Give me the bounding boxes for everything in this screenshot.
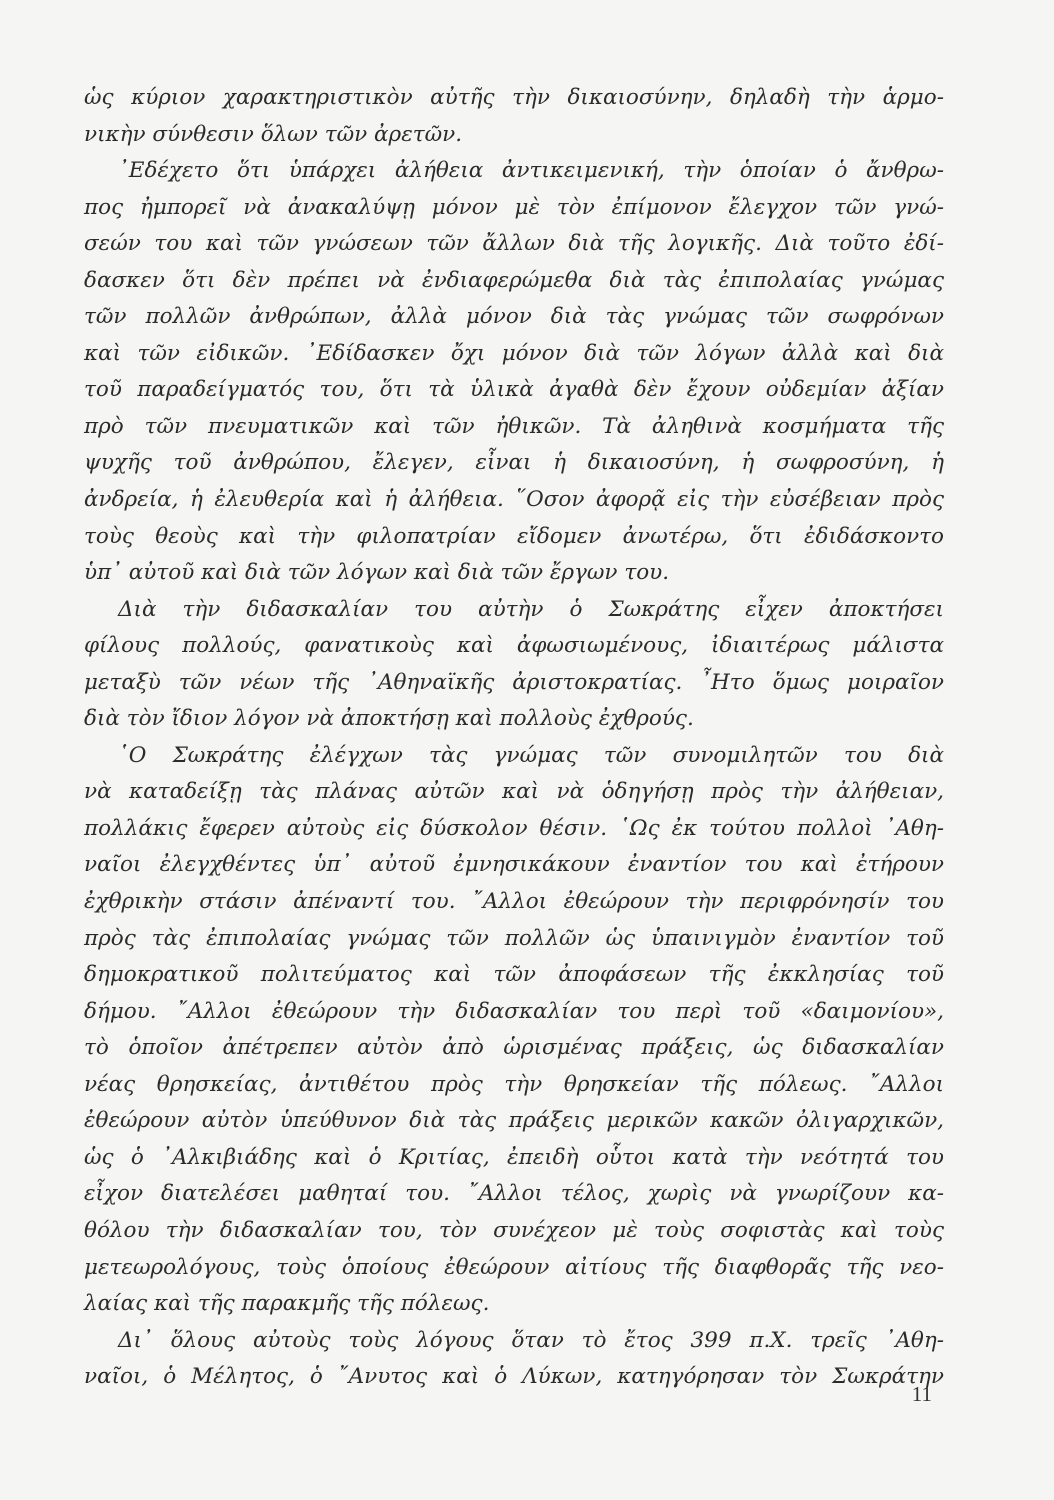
text-line: ναῖοι ἐλεγχθέντες ὑπ᾿ αὐτοῦ ἐμνησικάκουν ἐναντίον του καὶ ἐτήρουν	[84, 852, 944, 878]
text-line: Διὰ τὴν διδασκαλίαν του αὐτὴν ὁ Σωκράτης εἶχεν ἀποκτήσει	[118, 596, 944, 622]
text-line: πρὸς τὰς ἐπιπολαίας γνώμας τῶν πολλῶν ὡς ὑπαινιγμὸν ἐναντίον τοῦ	[84, 925, 944, 951]
text-line: μεταξὺ τῶν νέων τῆς ᾿Αθηναϊκῆς ἀριστοκρατίας. ῏Ητο ὅμως μοιραῖον	[84, 669, 944, 695]
text-line: ἀνδρεία, ἡ ἐλευθερία καὶ ἡ ἀλήθεια. ῞Οσον ἀφορᾷ εἰς τὴν εὐσέβειαν πρὸς	[84, 487, 944, 513]
body-text	[84, 80, 944, 1396]
text-line: ψυχῆς τοῦ ἀνθρώπου, ἔλεγεν, εἶναι ἡ δικαιοσύνη, ἡ σωφροσύνη, ἡ	[84, 450, 944, 476]
text-line: τῶν πολλῶν ἀνθρώπων, ἀλλὰ μόνον διὰ τὰς γνώμας τῶν σωφρόνων	[84, 304, 944, 330]
text-line: δημοκρατικοῦ πολιτεύματος καὶ τῶν ἀποφάσεων τῆς ἐκκλησίας τοῦ	[84, 962, 944, 988]
text-line: πρὸ τῶν πνευματικῶν καὶ τῶν ἠθικῶν. Τὰ ἀληθινὰ κοσμήματα τῆς	[84, 413, 944, 439]
text-line: τοῦ παραδείγματός του, ὅτι τὰ ὑλικὰ ἀγαθὰ δὲν ἔχουν οὐδεμίαν ἀξίαν	[84, 377, 944, 403]
text-line: διὰ τὸν ἴδιον λόγον νὰ ἀποκτήσῃ καὶ πολλοὺς ἐχθρούς.	[84, 706, 694, 732]
text-line: καὶ τῶν εἰδικῶν. ᾿Εδίδασκεν ὄχι μόνον διὰ τῶν λόγων ἀλλὰ καὶ διὰ	[84, 340, 944, 366]
text-line: νικὴν σύνθεσιν ὅλων τῶν ἀρετῶν.	[84, 121, 463, 147]
text-line: πολλάκις ἔφερεν αὐτοὺς εἰς δύσκολον θέσιν. ῾Ως ἐκ τούτου πολλοὶ ᾿Αθη-	[84, 815, 944, 841]
text-line: εἶχον διατελέσει μαθηταί του. ῎Αλλοι τέλος, χωρὶς νὰ γνωρίζουν κα-	[84, 1181, 944, 1207]
text-line: δασκεν ὅτι δὲν πρέπει νὰ ἐνδιαφερώμεθα διὰ τὰς ἐπιπολαίας γνώμας	[84, 267, 944, 293]
text-line: μετεωρολόγους, τοὺς ὁποίους ἐθεώρουν αἰτίους τῆς διαφθορᾶς τῆς νεο-	[84, 1254, 944, 1280]
text-line: ὑπ᾿ αὐτοῦ καὶ διὰ τῶν λόγων καὶ διὰ τῶν ἔργων του.	[84, 560, 670, 586]
text-line: φίλους πολλούς, φανατικοὺς καὶ ἀφωσιωμένους, ἰδιαιτέρως μάλιστα	[84, 633, 944, 659]
text-line: τὸ ὁποῖον ἀπέτρεπεν αὐτὸν ἀπὸ ὡρισμένας πράξεις, ὡς διδασκαλίαν	[84, 1035, 944, 1061]
text-line: δήμου. ῎Αλλοι ἐθεώρουν τὴν διδασκαλίαν του περὶ τοῦ «δαιμονίου»,	[84, 998, 944, 1024]
text-line: ἐθεώρουν αὐτὸν ὑπεύθυνον διὰ τὰς πράξεις μερικῶν κακῶν ὀλιγαρχικῶν,	[84, 1108, 944, 1134]
text-line: σεών του καὶ τῶν γνώσεων τῶν ἄλλων διὰ τῆς λογικῆς. Διὰ τοῦτο ἐδί-	[84, 231, 944, 257]
text-line: λαίας καὶ τῆς παρακμῆς τῆς πόλεως.	[84, 1291, 490, 1317]
text-line: τοὺς θεοὺς καὶ τὴν φιλοπατρίαν εἴδομεν ἀνωτέρω, ὅτι ἐδιδάσκοντο	[84, 523, 944, 549]
text-line: νὰ καταδείξῃ τὰς πλάνας αὐτῶν καὶ νὰ ὁδηγήσῃ πρὸς τὴν ἀλήθειαν,	[84, 779, 944, 805]
text-line: ἐχθρικὴν στάσιν ἀπέναντί του. ῎Αλλοι ἐθεώρουν τὴν περιφρόνησίν του	[84, 889, 944, 915]
text-line: ὡς κύριον χαρακτηριστικὸν αὐτῆς τὴν δικαιοσύνην, δηλαδὴ τὴν ἁρμο-	[84, 85, 944, 110]
text-line: πος ἠμπορεῖ νὰ ἀνακαλύψῃ μόνον μὲ τὸν ἐπίμονον ἔλεγχον τῶν γνώ-	[84, 194, 944, 220]
text-line: ναῖοι, ὁ Μέλητος, ὁ ῎Ανυτος καὶ ὁ Λύκων, κατηγόρησαν τὸν Σωκράτην	[84, 1364, 944, 1390]
text-line: νέας θρησκείας, ἀντιθέτου πρὸς τὴν θρησκείαν τῆς πόλεως. ῎Αλλοι	[84, 1071, 944, 1097]
text-line: Δι᾿ ὅλους αὐτοὺς τοὺς λόγους ὅταν τὸ ἔτος 399 π.Χ. τρεῖς ᾿Αθη-	[118, 1327, 944, 1353]
text-line: ᾿Εδέχετο ὅτι ὑπάρχει ἀλήθεια ἀντικειμενική, τὴν ὁποίαν ὁ ἄνθρω-	[118, 158, 944, 184]
page-number: 11	[911, 1382, 932, 1406]
text-line: θόλου τὴν διδασκαλίαν του, τὸν συνέχεον μὲ τοὺς σοφιστὰς καὶ τοὺς	[84, 1217, 944, 1243]
text-line: ὡς ὁ ᾿Αλκιβιάδης καὶ ὁ Κριτίας, ἐπειδὴ οὗτοι κατὰ τὴν νεότητά του	[84, 1144, 944, 1170]
text-line: ῾Ο Σωκράτης ἐλέγχων τὰς γνώμας τῶν συνομιλητῶν του διὰ	[118, 742, 944, 768]
